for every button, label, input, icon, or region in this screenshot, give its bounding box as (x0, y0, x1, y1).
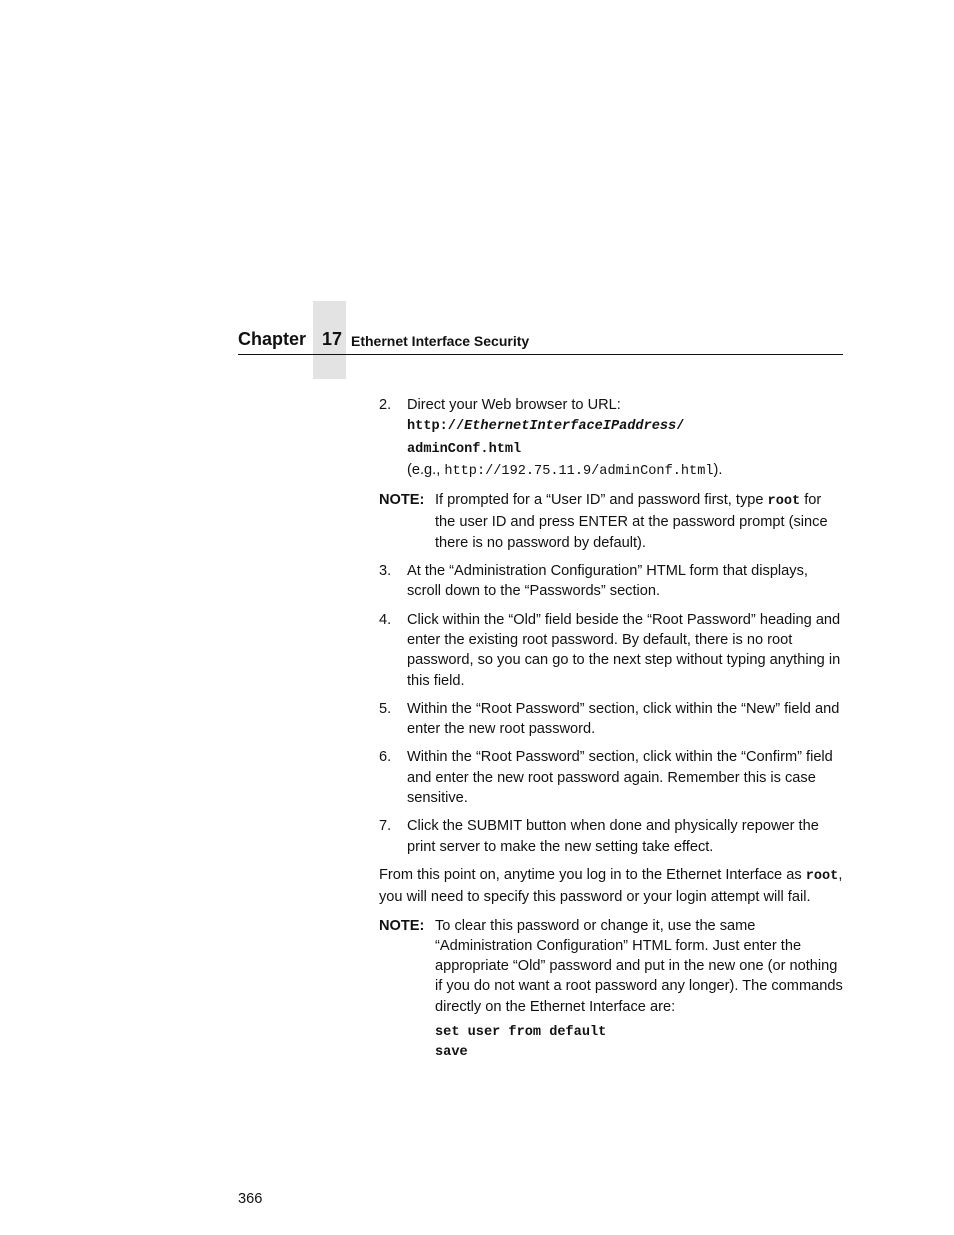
root-login-paragraph (379, 865, 844, 908)
step-text: Within the “Root Password” section, click within the “Confirm” field and enter the new root password again. Remember this is case sensitive. (407, 749, 833, 807)
command-line-2: save (435, 1045, 468, 1061)
step-text: Click within the “Old” field beside the “Root Password” heading and enter the existing root password. By default, there is no root password, so you can go to the next step without typing anything in this field. (407, 611, 841, 689)
step-number: 3. (379, 563, 392, 580)
url-file: adminConf.html (407, 441, 522, 457)
url-slash: / (676, 419, 685, 435)
step-number: 2. (379, 397, 392, 413)
note-body (435, 916, 844, 1064)
step-text: Click the SUBMIT button when done and physically repower the print server to make the new setting take effect. (407, 818, 819, 855)
note-text-a: If prompted for a “User ID” and password first, type (435, 492, 768, 509)
url-variable: EthernetInterfaceIPaddress (464, 419, 677, 435)
step-5 (379, 699, 844, 740)
step-4 (379, 610, 844, 691)
step-2 (379, 395, 844, 482)
step-6 (379, 747, 844, 808)
note-label: NOTE: (379, 917, 425, 934)
step-body (407, 395, 844, 482)
step-number: 6. (379, 749, 392, 766)
url-file-line (407, 438, 844, 460)
url-example-line (407, 460, 844, 482)
note-user-id (379, 490, 844, 553)
step-number: 5. (379, 700, 392, 717)
step-number: 7. (379, 818, 392, 835)
chapter-label: Chapter (238, 329, 307, 349)
url-line (407, 415, 844, 437)
chapter-number: 17 (322, 329, 343, 349)
chapter-title: Ethernet Interface Security (351, 333, 530, 349)
command-line-1: set user from default (435, 1025, 607, 1041)
main-content (379, 395, 844, 1072)
para-code: root (805, 868, 839, 884)
note-label: NOTE: (379, 492, 425, 509)
para-text-b: , you will need to specify this password or your login attempt will fail. (379, 866, 843, 906)
command-block (435, 1023, 844, 1064)
note-text: To clear this password or change it, use the same “Administration Configuration” HTML form. Just enter the appropriate “Old” password and put in the new one (or nothing if you do not want a root password any longer). The commands directly on the Ethernet Interface are: (435, 917, 843, 1015)
para-text-a: From this point on, anytime you log in to the Ethernet Interface as (379, 866, 806, 883)
note-clear-password (379, 916, 844, 1064)
page-header (238, 328, 843, 355)
example-url: http://192.75.11.9/adminConf.html (444, 463, 714, 479)
step-7 (379, 816, 844, 857)
note-code: root (767, 494, 801, 510)
step-text: Within the “Root Password” section, click within the “New” field and enter the new root password. (407, 700, 840, 738)
example-close: ). (713, 461, 723, 478)
step-3 (379, 561, 844, 602)
step-text: At the “Administration Configuration” HTML form that displays, scroll down to the “Passwords” section. (407, 563, 808, 600)
example-open: (e.g., (407, 461, 445, 478)
step-number: 4. (379, 611, 392, 628)
step-intro: Direct your Web browser to URL: (407, 397, 621, 413)
note-body (435, 490, 844, 553)
note-text-b: for the user ID and press ENTER at the password prompt (since there is no password by default). (435, 492, 828, 551)
url-prefix: http:// (407, 419, 465, 435)
page-number: 366 (238, 1191, 263, 1207)
